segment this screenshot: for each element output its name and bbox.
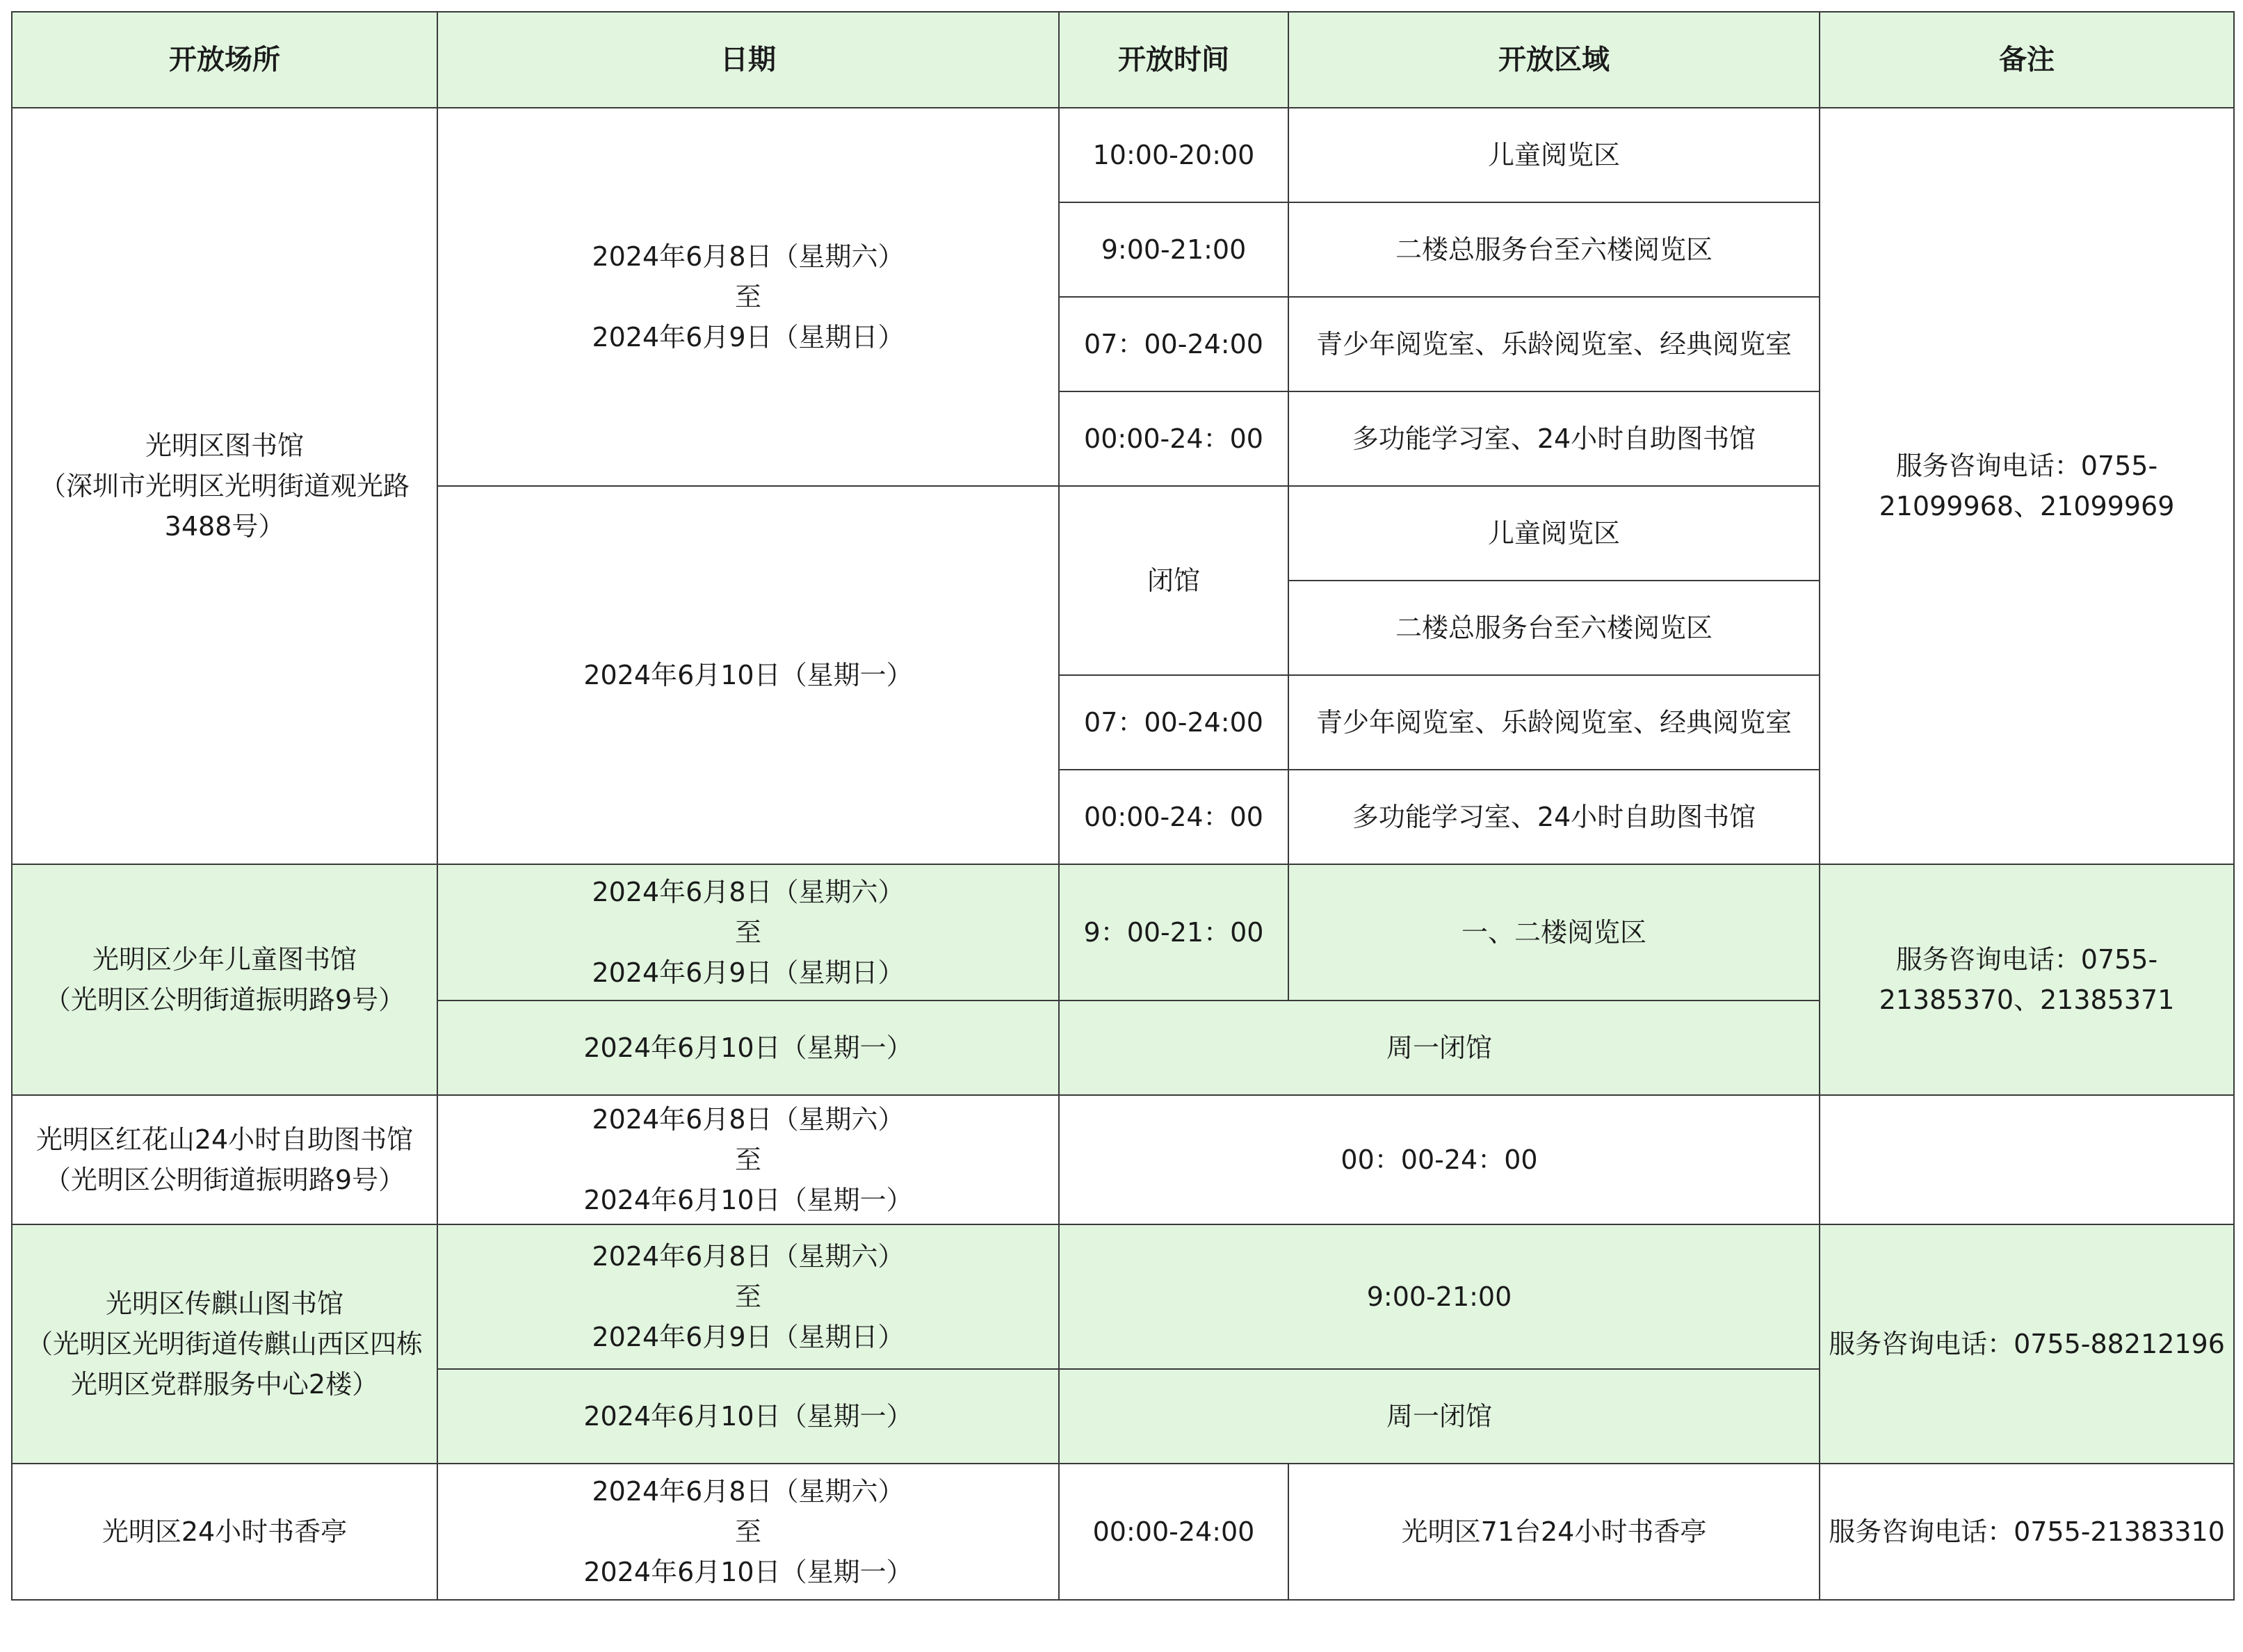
header-note: 备注 — [1820, 12, 2234, 108]
area-cell: 多功能学习室、24小时自助图书馆 — [1288, 391, 1820, 486]
time-cell: 9：00-21：00 — [1059, 864, 1288, 1001]
area-cell: 多功能学习室、24小时自助图书馆 — [1288, 770, 1820, 864]
venue-name: 光明区少年儿童图书馆 （光明区公明街道振明路9号） — [12, 864, 437, 1095]
table-row — [12, 864, 2234, 1001]
table-header — [12, 12, 2234, 108]
date-cell: 2024年6月8日（星期六） 至 2024年6月10日（星期一） — [437, 1464, 1059, 1600]
date-cell: 2024年6月8日（星期六） 至 2024年6月10日（星期一） — [437, 1095, 1059, 1224]
time-cell: 00:00-24：00 — [1059, 770, 1288, 864]
venue-name: 光明区24小时书香亭 — [12, 1464, 437, 1600]
header-venue: 开放场所 — [12, 12, 437, 108]
date-cell: 2024年6月8日（星期六） 至 2024年6月9日（星期日） — [437, 864, 1059, 1001]
table-row — [12, 1224, 2234, 1369]
time-cell: 10:00-20:00 — [1059, 108, 1288, 202]
time-cell: 07：00-24:00 — [1059, 297, 1288, 391]
date-cell: 2024年6月8日（星期六） 至 2024年6月9日（星期日） — [437, 108, 1059, 486]
date-cell: 2024年6月10日（星期一） — [437, 1369, 1059, 1464]
venue-name: 光明区传麒山图书馆 （光明区光明街道传麒山西区四栋光明区党群服务中心2楼） — [12, 1224, 437, 1464]
venue-name: 光明区红花山24小时自助图书馆 （光明区公明街道振明路9号） — [12, 1095, 437, 1224]
header-area: 开放区域 — [1288, 12, 1820, 108]
header-date: 日期 — [437, 12, 1059, 108]
time-cell: 闭馆 — [1059, 486, 1288, 675]
time-cell: 00:00-24：00 — [1059, 391, 1288, 486]
venue-name: 光明区图书馆 （深圳市光明区光明街道观光路3488号） — [12, 108, 437, 864]
date-cell: 2024年6月8日（星期六） 至 2024年6月9日（星期日） — [437, 1224, 1059, 1369]
note-cell: 服务咨询电话：0755-21099968、21099969 — [1820, 108, 2234, 864]
header-time: 开放时间 — [1059, 12, 1288, 108]
time-cell: 00:00-24:00 — [1059, 1464, 1288, 1600]
table-row — [12, 108, 2234, 202]
merged-cell: 00：00-24：00 — [1059, 1095, 1820, 1224]
area-cell: 二楼总服务台至六楼阅览区 — [1288, 202, 1820, 297]
merged-cell: 9:00-21:00 — [1059, 1224, 1820, 1369]
merged-cell: 周一闭馆 — [1059, 1001, 1820, 1095]
header-row — [12, 12, 2234, 108]
area-cell: 光明区71台24小时书香亭 — [1288, 1464, 1820, 1600]
date-cell: 2024年6月10日（星期一） — [437, 1001, 1059, 1095]
time-cell: 9:00-21:00 — [1059, 202, 1288, 297]
time-cell: 07：00-24:00 — [1059, 675, 1288, 770]
note-cell: 服务咨询电话：0755-21385370、21385371 — [1820, 864, 2234, 1095]
area-cell: 儿童阅览区 — [1288, 108, 1820, 202]
area-cell: 青少年阅览室、乐龄阅览室、经典阅览室 — [1288, 297, 1820, 391]
area-cell: 青少年阅览室、乐龄阅览室、经典阅览室 — [1288, 675, 1820, 770]
note-cell: 服务咨询电话：0755-21383310 — [1820, 1464, 2234, 1600]
merged-cell: 周一闭馆 — [1059, 1369, 1820, 1464]
note-cell: 服务咨询电话：0755-88212196 — [1820, 1224, 2234, 1464]
area-cell: 二楼总服务台至六楼阅览区 — [1288, 581, 1820, 675]
area-cell: 儿童阅览区 — [1288, 486, 1820, 581]
area-cell: 一、二楼阅览区 — [1288, 864, 1820, 1001]
date-cell: 2024年6月10日（星期一） — [437, 486, 1059, 864]
table-row — [12, 1095, 2234, 1224]
schedule-table — [11, 11, 2235, 1601]
table-row — [12, 1464, 2234, 1600]
note-cell — [1820, 1095, 2234, 1224]
